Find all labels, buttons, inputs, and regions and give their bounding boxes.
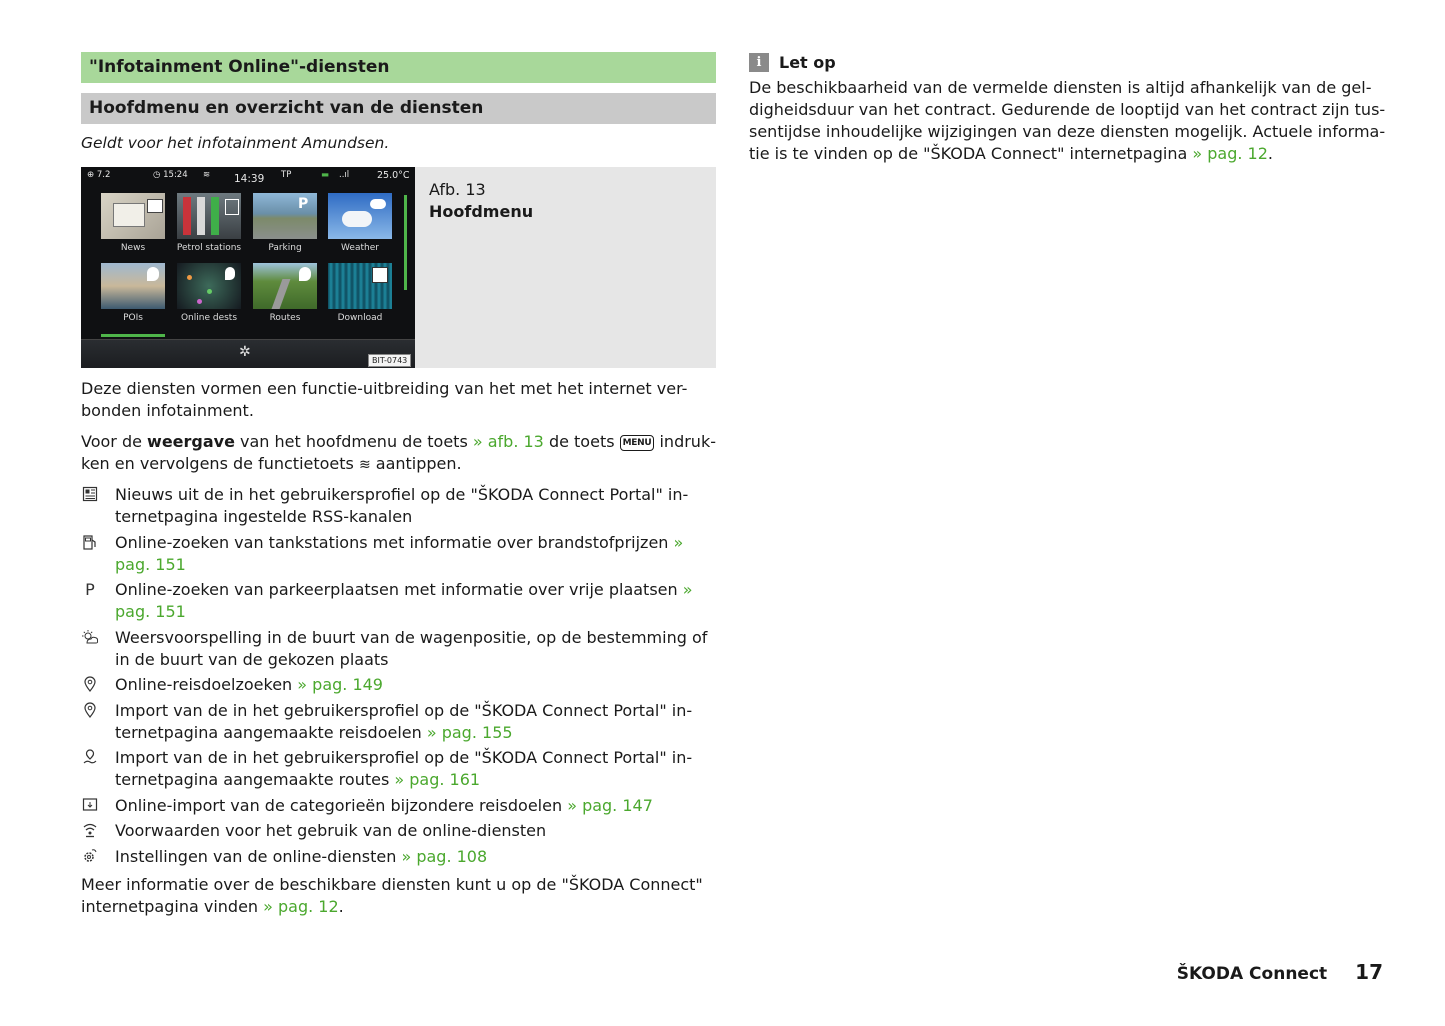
- location-pin-icon: [81, 676, 99, 694]
- download-badge-icon: [372, 267, 388, 283]
- page-footer: [1177, 960, 1383, 984]
- pump-1-icon: [183, 197, 191, 235]
- routes-tile[interactable]: [253, 263, 317, 309]
- list-item: [81, 700, 716, 744]
- figure-title: Hoofdmenu: [429, 202, 534, 221]
- text: De beschikbaarheid van de vermelde diensten is altijd afhankelijk van de gel-digheidsduur van het contract. Gedurende de looptijd van het contract zijn tus-sentijdse inhoudelijke wijzigingen van deze diensten mogelijk. Actuele informa-tie is te vinden op de "ŠKODA Connect" internetpagina: [749, 78, 1386, 163]
- status-signal: ..ıl: [339, 170, 350, 180]
- status-temp: 25.0°C: [377, 170, 410, 181]
- dest-pin-icon: [225, 267, 235, 280]
- list-item-text: Import van de in het gebruikersprofiel op de "ŠKODA Connect Portal" in-ternetpagina aangemaakte reisdoelen: [115, 700, 693, 742]
- note-heading-text: Let op: [779, 53, 836, 72]
- text: Voor de: [81, 432, 148, 451]
- poi-pin-icon: [147, 267, 159, 281]
- cloud-icon: [342, 211, 372, 227]
- download-tile[interactable]: [328, 263, 392, 309]
- tile-label-download: Download: [337, 313, 383, 323]
- list-item-text: Online-zoeken van tankstations met informatie over brandstofprijzen: [115, 532, 669, 552]
- text: indruk-ken en vervolgens de functietoets: [81, 432, 716, 473]
- section-heading: "Infotainment Online"-diensten: [81, 52, 716, 83]
- pump-3-icon: [211, 197, 219, 235]
- route-pin-icon: [299, 267, 311, 281]
- bold-text: weergave: [147, 432, 235, 451]
- services-list: [81, 484, 716, 868]
- note-heading: [749, 52, 1389, 74]
- text: van het hoofdmenu de toets: [234, 432, 473, 451]
- status-tp: TP: [281, 170, 292, 180]
- page-link[interactable]: » pag. 149: [297, 675, 383, 694]
- list-item-text: Import van de in het gebruikersprofiel op de "ŠKODA Connect Portal" in-ternetpagina aangemaakte routes: [115, 748, 693, 789]
- menu-paragraph: [81, 431, 716, 476]
- wifi-icon: ≋: [203, 170, 211, 180]
- list-item-text: Nieuws uit de in het gebruikersprofiel op de "ŠKODA Connect Portal" in-ternetpagina ingestelde RSS-kanalen: [115, 485, 689, 526]
- parking-p-icon: P: [298, 196, 309, 212]
- figure-13: [81, 167, 716, 368]
- list-item: [81, 846, 716, 868]
- list-item-text: Online-zoeken van parkeerplaatsen met informatie over vrije plaatsen: [115, 580, 678, 599]
- sub-heading: Hoofdmenu en overzicht van de diensten: [81, 93, 716, 124]
- note-text: [749, 77, 1389, 165]
- tile-label-weather: Weather: [341, 243, 379, 253]
- page-link[interactable]: » pag. 161: [394, 770, 481, 789]
- list-item: [81, 532, 716, 576]
- menu-key-icon: MENU: [620, 435, 655, 451]
- tile-label-pois: POIs: [123, 313, 143, 323]
- pump-2-icon: [197, 197, 205, 235]
- dot-icon: [187, 275, 192, 280]
- list-item: [81, 795, 716, 817]
- dot-icon: [197, 299, 202, 304]
- newspaper-icon: [113, 203, 145, 227]
- settings-gear-icon: [81, 848, 99, 866]
- news-icon: [81, 486, 99, 504]
- road-icon: [272, 279, 291, 309]
- weather-icon: [81, 629, 99, 647]
- left-column: [81, 52, 716, 918]
- parking-icon: P: [85, 580, 95, 599]
- screen-scrollbar[interactable]: [404, 195, 407, 290]
- list-item-text: Weersvoorspelling in de buurt van de wagenpositie, op de bestemming of in de buurt van de gekozen plaats: [115, 627, 708, 669]
- tile-label-parking: Parking: [268, 243, 302, 253]
- list-item: [81, 579, 716, 623]
- online-dests-tile[interactable]: [177, 263, 241, 309]
- list-item: [81, 820, 716, 842]
- right-column: [749, 52, 1389, 165]
- page-indicator: [101, 334, 165, 337]
- list-item-text: Online-reisdoelzoeken: [115, 675, 293, 694]
- infotainment-screen-image: [81, 167, 415, 368]
- status-time: 14:39: [234, 173, 265, 185]
- list-item-text: Online-import van de categorieën bijzondere reisdoelen: [115, 795, 563, 815]
- map-download-icon: [81, 797, 99, 815]
- parking-tile[interactable]: [253, 193, 317, 239]
- dot-icon: [207, 289, 212, 294]
- petrol-stations-tile[interactable]: [177, 193, 241, 239]
- figure-link[interactable]: » afb. 13: [472, 432, 544, 451]
- text: de toets: [543, 432, 620, 451]
- weather-tile[interactable]: [328, 193, 392, 239]
- screen-status-bar: [81, 167, 415, 184]
- text: aantippen.: [370, 454, 462, 473]
- list-item: [81, 484, 716, 528]
- battery-icon: ▬: [321, 170, 330, 180]
- list-item: [81, 747, 716, 791]
- online-services-icon: ≋: [358, 457, 371, 473]
- tile-label-petrol-stations: Petrol stations: [176, 243, 242, 253]
- fuel-badge-icon: [225, 199, 239, 215]
- status-clock-small: ◷ 15:24: [153, 170, 188, 180]
- online-services-icon: [81, 822, 99, 840]
- fuel-pump-icon: [81, 534, 99, 552]
- tile-label-news: News: [120, 243, 146, 253]
- tile-label-online-dests: Online dests: [180, 313, 238, 323]
- page-number: 17: [1355, 960, 1383, 984]
- weather-badge-icon: [370, 199, 386, 209]
- list-item: [81, 627, 716, 671]
- list-item-text: Instellingen van de online-diensten: [115, 846, 397, 866]
- text: Meer informatie over de beschikbare diensten kunt u op de "ŠKODA Connect" internetpagina vinden: [81, 874, 703, 916]
- status-left: ⊕ 7.2: [87, 170, 111, 180]
- figure-label: Afb. 13: [429, 180, 486, 199]
- page-link[interactable]: » pag. 151: [115, 532, 684, 574]
- list-item: [81, 674, 716, 696]
- page-link[interactable]: » pag. 108: [401, 846, 488, 866]
- footer-section-title: ŠKODA Connect: [1176, 964, 1328, 984]
- text: .: [338, 896, 344, 916]
- more-info-paragraph: [81, 874, 716, 918]
- list-item-text: Voorwaarden voor het gebruik van de online-diensten: [115, 821, 547, 840]
- page-link[interactable]: » pag. 12: [1192, 144, 1268, 163]
- figure-ref-code: BIT-0743: [368, 354, 411, 367]
- pois-tile[interactable]: [101, 263, 165, 309]
- gear-icon[interactable]: ✲: [239, 344, 251, 360]
- route-pin-icon: [81, 749, 99, 767]
- applies-to-note: Geldt voor het infotainment Amundsen.: [81, 134, 390, 152]
- page-link[interactable]: » pag. 151: [115, 580, 693, 621]
- tile-label-routes: Routes: [269, 313, 301, 323]
- page-link[interactable]: » pag. 147: [567, 795, 653, 815]
- intro-paragraph: Deze diensten vormen een functie-uitbreiding van het met het internet ver-bonden infotainment.: [81, 379, 688, 420]
- figure-caption: [429, 179, 533, 223]
- page-link[interactable]: » pag. 12: [263, 896, 339, 916]
- news-badge-icon: [147, 199, 163, 213]
- location-pin-icon: [81, 702, 99, 720]
- page-link[interactable]: » pag. 155: [426, 722, 513, 742]
- text: .: [1267, 144, 1273, 163]
- info-icon: i: [749, 53, 769, 72]
- news-tile[interactable]: [101, 193, 165, 239]
